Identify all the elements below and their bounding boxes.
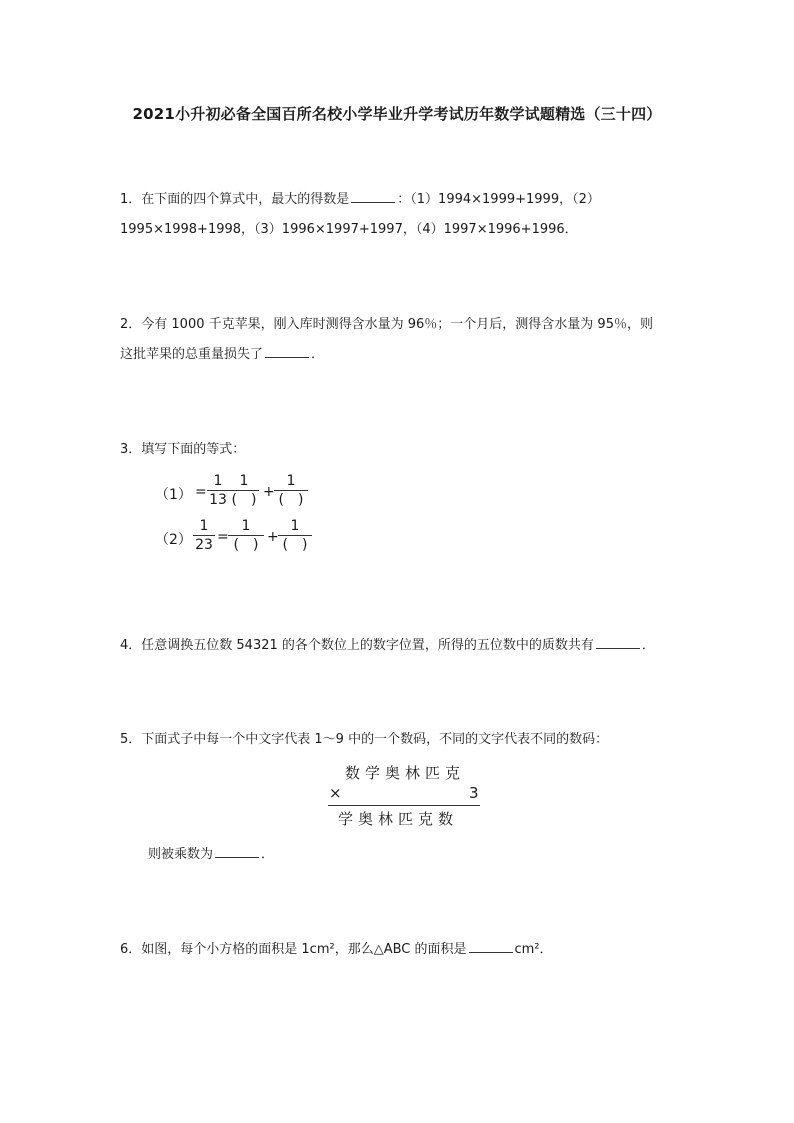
question-5-answer-text: 则被乘数为 xyxy=(148,847,214,862)
equation-1-equals: = xyxy=(195,484,207,500)
answer-blank-6[interactable] xyxy=(469,940,513,953)
question-4-line-1 xyxy=(120,636,655,656)
fraction-denominator: 13 xyxy=(209,492,227,508)
question-2-text: 这批苹果的总重量损失了 xyxy=(120,347,264,362)
rebus-product: 学奥林匹克数 xyxy=(338,810,459,828)
fraction-blank-denominator[interactable]: ( ) xyxy=(282,537,308,553)
answer-blank-5[interactable] xyxy=(215,845,259,858)
equation-1-fraction-3 xyxy=(274,472,308,509)
fraction-numerator: 1 xyxy=(241,518,251,534)
answer-blank-4[interactable] xyxy=(596,636,640,649)
question-1-line-1 xyxy=(120,190,600,210)
question-1-line-2: 1995×1998+1998，（3）1996×1997+1997，（4）1997×1996+1996． xyxy=(120,222,578,237)
rebus-result-line xyxy=(328,805,480,806)
equation-2-fraction-1 xyxy=(193,517,215,554)
equation-2-plus: + xyxy=(267,529,279,545)
fraction-numerator: 1 xyxy=(239,473,249,489)
equation-2-equals: = xyxy=(217,529,229,545)
rebus-times-sign: × xyxy=(329,784,342,802)
rebus-multiplicand: 数学奥林匹克 xyxy=(345,764,466,782)
fraction-blank-denominator[interactable]: ( ) xyxy=(231,492,257,508)
answer-blank-2[interactable] xyxy=(265,345,309,358)
question-6-line-1 xyxy=(120,940,553,960)
fraction-numerator: 1 xyxy=(199,518,209,534)
equation-2-fraction-3 xyxy=(278,517,312,554)
equation-1-fraction-2 xyxy=(229,472,259,509)
fraction-numerator: 1 xyxy=(290,518,300,534)
question-6-unit: cm²． xyxy=(514,942,553,957)
question-4-text: 4．任意调换五位数 54321 的各个数位上的数字位置，所得的五位数中的质数共有 xyxy=(120,638,594,653)
page-title: 2021小升初必备全国百所名校小学毕业升学考试历年数学试题精选（三十四） xyxy=(132,105,662,123)
question-2-line-2 xyxy=(120,345,324,365)
fraction-blank-denominator[interactable]: ( ) xyxy=(233,537,259,553)
fraction-numerator: 1 xyxy=(213,473,223,489)
equation-2-label: （2） xyxy=(155,532,192,548)
equation-2-fraction-2 xyxy=(228,517,264,554)
question-6-text: 6．如图，每个小方格的面积是 1cm²，那么△ABC 的面积是 xyxy=(120,942,467,957)
answer-blank-1[interactable] xyxy=(351,190,395,203)
rebus-multiplier: 3 xyxy=(469,784,479,802)
question-5-answer-line xyxy=(148,845,274,865)
question-4-period: ． xyxy=(641,638,655,653)
equation-1-label: （1） xyxy=(155,487,192,503)
question-5-line-1: 5．下面式子中每一个中文字代表 1～9 中的一个数码，不同的文字代表不同的数码： xyxy=(120,732,609,747)
equation-1-fraction-1 xyxy=(207,472,229,509)
question-2-period: ． xyxy=(311,347,325,362)
question-5-period: ． xyxy=(261,847,275,862)
fraction-blank-denominator[interactable]: ( ) xyxy=(278,492,304,508)
question-1-text: 1．在下面的四个算式中，最大的得数是 xyxy=(120,192,350,207)
fraction-numerator: 1 xyxy=(286,473,296,489)
equation-1-plus: + xyxy=(263,484,275,500)
question-3-line-1: 3．填写下面的等式： xyxy=(120,442,246,457)
question-1-options: ：（1）1994×1999+1999，（2） xyxy=(397,192,600,207)
fraction-denominator: 23 xyxy=(195,537,213,553)
question-2-line-1: 2．今有 1000 千克苹果，刚入库时测得含水量为 96％；一个月后，测得含水量为 95％，则 xyxy=(120,317,653,332)
